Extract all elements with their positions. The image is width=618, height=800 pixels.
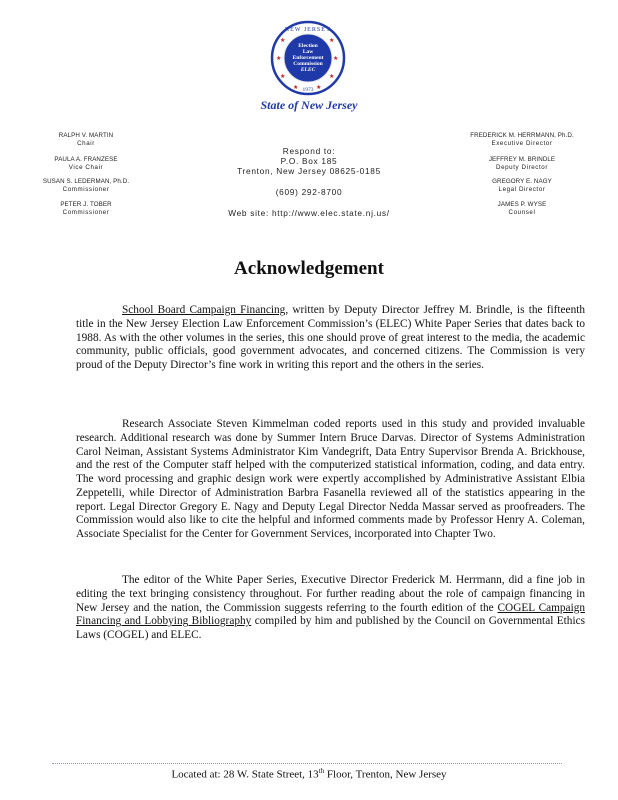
svg-text:★: ★ [316, 84, 322, 91]
commissioner-entry [28, 178, 144, 193]
svg-text:Enforcement: Enforcement [292, 55, 324, 61]
member-title: Chair [77, 139, 95, 147]
paragraph-2 [76, 418, 585, 542]
svg-text:★: ★ [293, 84, 299, 91]
footer-prefix: Located at: 28 W. State Street, 13 [171, 768, 319, 781]
website-link[interactable]: Web site: http://www.elec.state.nj.us/ [228, 208, 390, 218]
footer-address [0, 767, 618, 781]
staff-entry [462, 178, 582, 193]
member-name: SUSAN S. LEDERMAN, Ph.D. [42, 178, 130, 185]
page-title: Acknowledgement [234, 258, 384, 279]
member-title: Commissioner [62, 208, 110, 216]
commissioner-entry [28, 156, 144, 171]
paragraph-3 [76, 574, 585, 643]
svg-text:1973: 1973 [302, 87, 314, 93]
bibliography-title: COGEL Campaign Financing and Lobbying Bibliography [76, 601, 586, 628]
staff-entry [462, 132, 582, 147]
svg-text:★: ★ [333, 55, 339, 62]
city-address: Trenton, New Jersey 08625-0185 [237, 166, 381, 176]
footer-suffix: Floor, Trenton, New Jersey [324, 768, 447, 781]
member-title: Vice Chair [68, 163, 104, 171]
svg-text:★: ★ [329, 73, 335, 80]
footer-divider [52, 763, 562, 764]
staff-title: Counsel [508, 208, 536, 216]
svg-text:★: ★ [329, 37, 335, 44]
paragraph-2-text: Research Associate Steven Kimmelman coded reports used in this study and provided invaluable research. Additional research was done by Summer Intern Bruce Darvas. Director of Systems Administration Carol Neiman, Assistant Systems Administrator Kim Vandegrift, Data Entry Supervisor Brenda A. Brickhouse, and the rest of the Computer staff helped with the computerized statistical information, coding, and data entry. The word processing and graphic design work were expertly accomplished by Administrative Assistant Elbia Zeppetelli, while Director of Administration Barbra Fasanella reviewed all of the statistics appearing in the report. Legal Director Gregory E. Nagy and Deputy Legal Director Nedda Massar served as proofreaders. The Commission would also like to cite the helpful and informed comments made by Professor Henry A. Coleman, Associate Specialist for the Center for Government Services, incorporated into Chapter Two. [76, 418, 585, 540]
paragraph-1-text: , written by Deputy Director Jeffrey M. Brindle, is the fifteenth title in the New Jersey Election Law Enforcement Commission’s (ELEC) White Paper Series that dates back to 1988. As with the other volumes in the series, this one should prove of great interest to the media, the academic community, public officials, good government advocates, and concerned citizens. The Commission is very proud of the Deputy Director’s fine work in writing this report and the others in the series. [76, 304, 585, 371]
staff-name: GREGORY E. NAGY [492, 178, 552, 185]
report-title: School Board Campaign Financing [122, 304, 286, 316]
svg-text:★: ★ [280, 73, 286, 80]
staff-name: FREDERICK M. HERRMANN, Ph.D. [470, 132, 574, 139]
member-name: PETER J. TOBER [60, 201, 112, 208]
svg-text:★: ★ [280, 37, 286, 44]
svg-text:ELEC: ELEC [300, 67, 316, 73]
commissioner-entry [28, 132, 144, 147]
staff-title: Legal Director [498, 185, 546, 193]
staff-entry [462, 201, 582, 216]
staff-title: Deputy Director [496, 163, 548, 171]
staff-title: Executive Director [491, 139, 553, 147]
staff-entry [462, 156, 582, 171]
commissioner-entry [28, 201, 144, 216]
paragraph-3-text-a: The editor of the White Paper Series, Executive Director Frederick M. Herrmann, did a fine job in editing the text bringing consistency throughout. For further reading about the role of campaign financing in New Jersey and the nation, the Commission suggests referring to the fourth edition of the [76, 574, 585, 614]
paragraph-3-text-b: compiled by him and published by the Council on Governmental Ethics Laws (COGEL) and ELEC. [76, 615, 585, 641]
member-title: Commissioner [62, 185, 110, 193]
state-of-new-jersey: State of New Jersey [260, 98, 358, 112]
svg-text:Law: Law [302, 49, 314, 55]
member-name: PAULA A. FRANZESE [54, 156, 118, 163]
svg-text:Election: Election [298, 43, 318, 49]
footer-sup: th [318, 767, 325, 775]
staff-name: JEFFREY M. BRINDLE [488, 156, 556, 163]
respond-to-label: Respond to: [282, 146, 336, 156]
svg-text:★: ★ [276, 55, 282, 62]
po-box: P.O. Box 185 [280, 156, 338, 166]
member-name: RALPH V. MARTIN [58, 132, 114, 139]
svg-text:NEW JERSEY: NEW JERSEY [284, 27, 332, 33]
svg-text:Commission: Commission [293, 61, 323, 67]
paragraph-1 [76, 304, 585, 373]
staff-name: JAMES P. WYSE [497, 201, 547, 208]
elec-seal-logo [270, 20, 346, 96]
phone-number: (609) 292-8700 [275, 187, 343, 197]
